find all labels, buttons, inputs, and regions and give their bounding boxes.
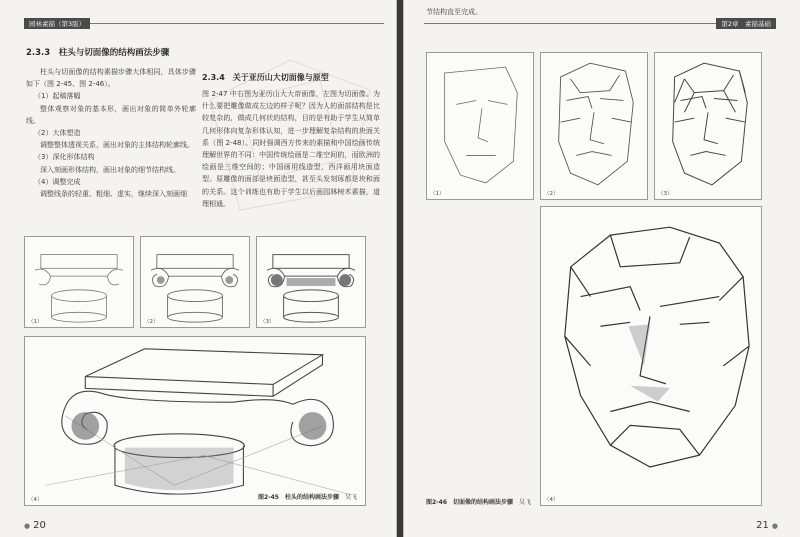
right-page xyxy=(403,0,800,537)
cut-face-sketch-step-2 xyxy=(540,52,648,200)
left-fig-4-label: （4） xyxy=(28,497,43,503)
page-dot-icon: ● xyxy=(24,521,31,530)
left-page-number-value: 20 xyxy=(33,520,46,531)
capital-sketch-step-2 xyxy=(140,236,250,328)
left-fig-2-label: （2） xyxy=(144,319,159,325)
step-2-title: （2）大体塑造 xyxy=(34,129,81,138)
step-4-title: （4）调整完成 xyxy=(34,177,81,186)
left-body-text xyxy=(26,66,196,200)
figure-2-46-caption xyxy=(426,497,531,506)
capital-sketch-step-3 xyxy=(256,236,366,328)
figure-2-46-title: 图2-46 切面像的结构画法步骤 xyxy=(426,499,514,506)
left-header xyxy=(24,18,384,29)
continued-text: 节结构直至完成。 xyxy=(426,8,482,16)
right-body-text: 图 2-47 中右图为亚历山大大帝面像，左图为切面像。为什么要把雕像做成左边的样子呢？因为人的面部结构是比较复杂的，做成几何状的结构，目的是有助于学生从简单几何形体向复杂形体认知，进一步理解复杂结构的块面关系（图 2-48）。同时强调西方传来的素描和中国绘画传统理解世界的不同：中国传统绘画是二维空间的，而欧洲的绘画是三维空间的；中国画用线造型，西洋画用块面造型。原雕像的面部是块面造型，甚至头发刻琢都是块和面的关系。这个训练也有助于学生以后画园林树木素描，道理相通。 xyxy=(202,90,380,208)
capital-sketch-final xyxy=(24,336,366,506)
page-dot-icon: ● xyxy=(771,521,778,530)
step-3-body: 深入刻画形体结构，画出对象的细节结构线。 xyxy=(40,165,180,174)
figure-2-45-title: 图2-45 柱头的结构画法步骤 xyxy=(257,494,339,501)
left-page-number xyxy=(24,520,46,531)
right-header xyxy=(424,18,776,29)
step-1-title: （1）起稿落幅 xyxy=(34,92,81,101)
step-4-body: 调整线条的轻重、粗细、虚实，继续深入刻画细 xyxy=(40,190,187,199)
cut-face-sketch-final xyxy=(540,206,762,506)
capital-sketch-step-1 xyxy=(24,236,134,328)
spacer xyxy=(610,60,611,61)
left-page xyxy=(0,0,397,537)
right-fig-2-label: （2） xyxy=(544,191,559,197)
right-fig-3-label: （3） xyxy=(658,191,673,197)
section-title-2-3-4: 2.3.4 关于亚历山大切面像与原型 xyxy=(202,73,329,82)
figure-2-45-caption xyxy=(258,492,357,501)
step-1-body: 整体观察对象的基本形，画出对象的简单外轮廓线。 xyxy=(26,104,196,125)
step-3-title: （3）深化形体结构 xyxy=(34,153,95,162)
right-fig-1-label: （1） xyxy=(430,191,445,197)
right-page-number-value: 21 xyxy=(756,520,769,531)
cut-face-sketch-step-1 xyxy=(426,52,534,200)
right-header-rule xyxy=(424,23,716,24)
figure-2-46-author: 吴飞 xyxy=(519,499,532,506)
right-header-tag: 第2章 素描基础 xyxy=(716,18,776,29)
intro-paragraph: 柱头与切面像的结构素描步骤大体相同，具体步骤如下（图 2-45、图 2-46）。 xyxy=(26,68,196,89)
right-fig-4-label: （4） xyxy=(544,497,559,503)
left-header-rule xyxy=(90,23,384,24)
left-fig-3-label: （3） xyxy=(260,319,275,325)
left-header-tag: 园林素描（第3版） xyxy=(24,18,90,29)
left-fig-1-label: （1） xyxy=(28,319,43,325)
cut-face-sketch-step-3 xyxy=(654,52,762,200)
step-2-body: 调整整体透视关系，画出对象的主体结构轮廓线。 xyxy=(40,141,194,150)
figure-2-45-author: 吴飞 xyxy=(344,494,357,501)
right-page-number xyxy=(756,520,778,531)
section-title-2-3-3: 2.3.3 柱头与切面像的结构画法步骤 xyxy=(26,48,170,58)
